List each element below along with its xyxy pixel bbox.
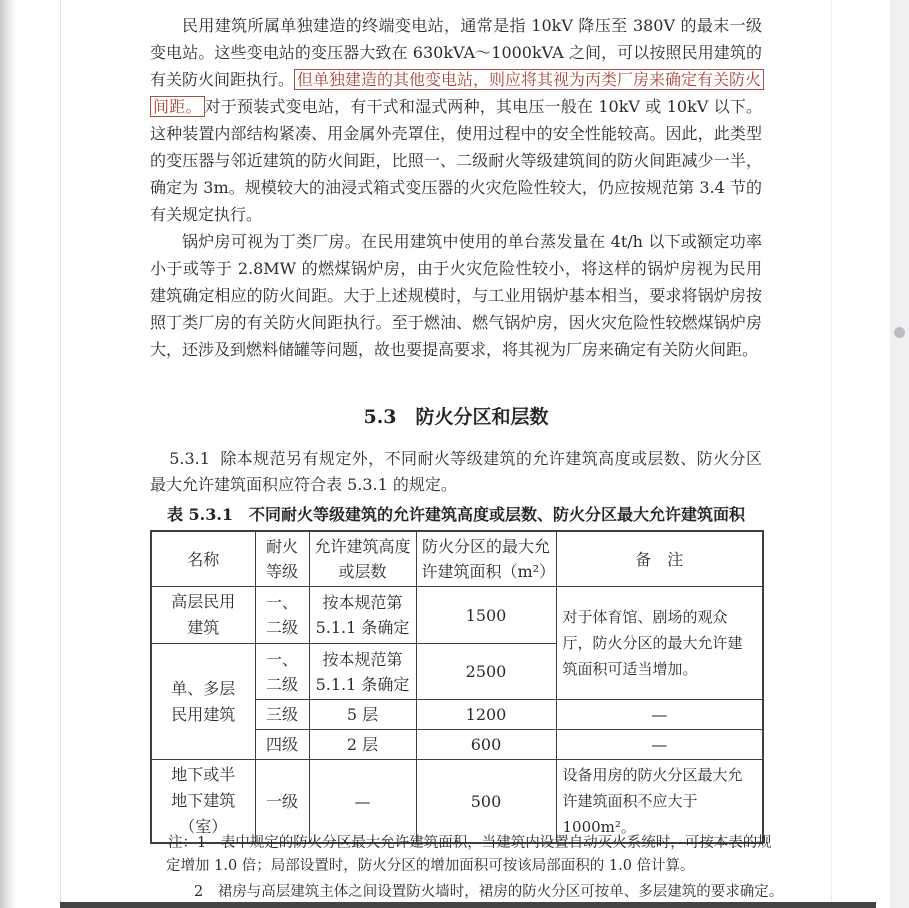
cell-height: 按本规范第 5.1.1 条确定 xyxy=(309,587,416,644)
cell-area: 1200 xyxy=(416,700,556,730)
cell-remark: — xyxy=(556,730,763,760)
cell-rating: 一、二级 xyxy=(255,644,309,700)
section-heading: 5.3 防火分区和层数 xyxy=(363,406,549,428)
note-line: 注：1 表中规定的防火分区最大允许建筑面积，当建筑内设置自动灭火系统时，可按本表的规 xyxy=(168,835,772,851)
cell-height: — xyxy=(309,760,416,844)
cell-rating: 三级 xyxy=(255,700,309,730)
cell-area: 1500 xyxy=(416,587,556,644)
note-line: 2 裙房与高层建筑主体之间设置防火墙时，裙房的防火分区可按单、多层建筑的要求确定。 xyxy=(194,884,784,900)
cell-height: 5 层 xyxy=(309,700,416,730)
fire-compartment-table xyxy=(150,530,764,844)
paragraph-boiler-room: 锅炉房可视为丁类厂房。在民用建筑中使用的单台蒸发量在 4t/h 以下或额定功率小于或等于 2.8MW 的燃煤锅炉房，由于火灾危险性较小，将这样的锅炉房视为民用建筑确定相应的防火间距。大于上述规模时，与工业用锅炉基本相当，要求将锅炉房按照丁类厂房的有关防火间距执行。至于燃油、燃气锅炉房，因火灾危险性较燃煤锅炉房大，还涉及到燃料储罐等问题，故也要提高要求，将其视为厂房来确定有关防火间距。 xyxy=(150,232,762,359)
cell-rating: 一、二级 xyxy=(255,587,309,644)
cell-name: 高层民用建筑 xyxy=(151,587,255,644)
table-row xyxy=(151,587,763,644)
cell-remark: 设备用房的防火分区最大允许建筑面积不应大于 1000m²。 xyxy=(556,760,763,844)
clause-5-3-1 xyxy=(150,446,762,498)
clause-text: 除本规范另有规定外，不同耐火等级建筑的允许建筑高度或层数、防火分区最大允许建筑面积应符合表 5.3.1 的规定。 xyxy=(150,449,762,494)
paragraph-substation-post: 对于预装式变电站，有干式和湿式两种，其电压一般在 10kV 或 10kV 以下。这种装置内部结构紧凑、用金属外壳罩住，使用过程中的安全性能较高。因此，此类型的变压器与邻近建筑的防火间距，比照一、二级耐火等级建筑间的防火间距减少一半，确定为 3m。规模较大的油浸式箱式变压器的火灾危险性较大，仍应按规范第 3.4 节的有关规定执行。 xyxy=(150,97,762,224)
cell-area: 500 xyxy=(416,760,556,844)
cell-rating: 四级 xyxy=(255,730,309,760)
cell-name: 地下或半地下建筑（室） xyxy=(151,760,255,844)
page-right-edge-line xyxy=(831,0,832,908)
scrollbar-track[interactable] xyxy=(890,0,909,908)
table-row xyxy=(151,760,763,844)
paragraph-substation xyxy=(150,12,762,228)
header-cell-name: 名称 xyxy=(151,531,255,587)
scroll-thumb-dot[interactable] xyxy=(894,327,905,338)
cell-area: 2500 xyxy=(416,644,556,700)
body-paragraphs xyxy=(150,12,762,363)
table-caption: 表 5.3.1 不同耐火等级建筑的允许建筑高度或层数、防火分区最大允许建筑面积 xyxy=(166,505,746,524)
header-cell-height: 允许建筑高度或层数 xyxy=(309,531,416,587)
cell-rating: 一级 xyxy=(255,760,309,844)
page-left-edge-line xyxy=(60,0,61,908)
highlighted-red-text: 但单独建造的其他变电站，则应将其视为丙类厂房来确定有关防火间距。 xyxy=(150,69,764,117)
paragraph-substation-pre: 民用建筑所属单独建造的终端变电站，通常是指 10kV 降压至 380V 的最末一级变电站。这些变电站的变压器大致在 630kVA～1000kVA 之间，可以按照民用建筑的有关防火间距执行。 xyxy=(150,16,762,89)
page-edge-shadow xyxy=(0,0,18,908)
cell-area: 600 xyxy=(416,730,556,760)
header-cell-rating: 耐火等级 xyxy=(255,531,309,587)
header-cell-remark: 备 注 xyxy=(556,531,763,587)
cell-height: 2 层 xyxy=(309,730,416,760)
table-header-row xyxy=(151,531,763,587)
cell-remark: — xyxy=(556,700,763,730)
clause-number: 5.3.1 xyxy=(169,449,210,468)
cell-name: 单、多层民用建筑 xyxy=(151,644,255,760)
cell-remark: 对于体育馆、剧场的观众厅，防火分区的最大允许建筑面积可适当增加。 xyxy=(556,587,763,700)
table-notes xyxy=(150,832,784,904)
note-line: 定增加 1.0 倍；局部设置时，防火分区的增加面积可按该局部面积的 1.0 倍计算。 xyxy=(166,858,695,874)
cell-height: 按本规范第 5.1.1 条确定 xyxy=(309,644,416,700)
header-cell-area: 防火分区的最大允许建筑面积（m²） xyxy=(416,531,556,587)
